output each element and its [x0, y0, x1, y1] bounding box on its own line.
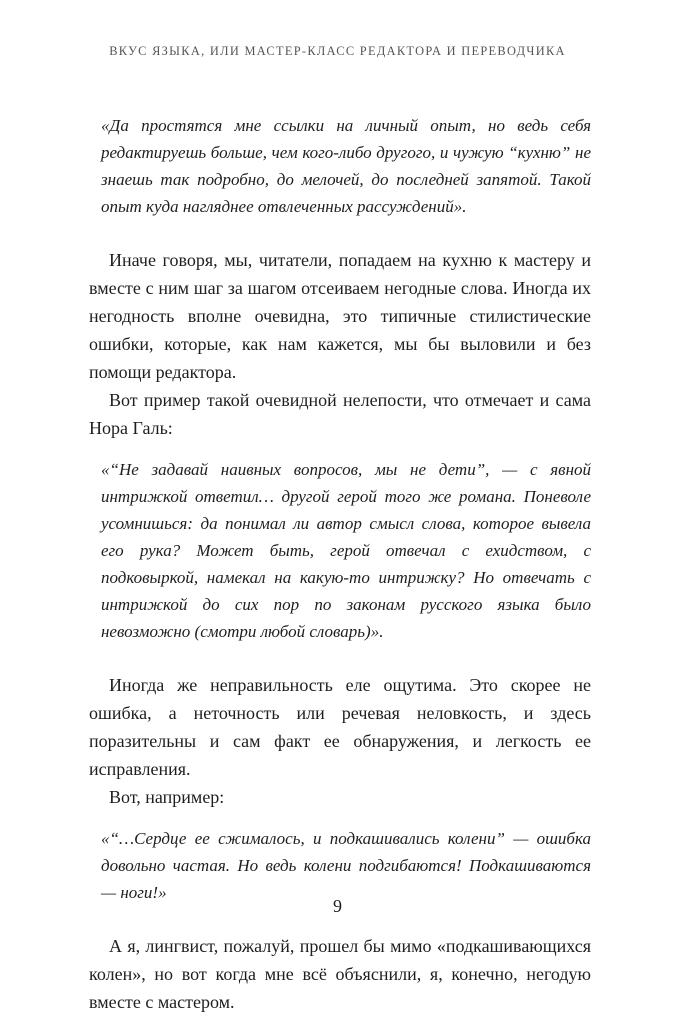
running-title: ВКУС ЯЗЫКА, ИЛИ МАСТЕР-КЛАСС РЕДАКТОРА И ПЕРЕВОДЧИКА [109, 44, 566, 58]
paragraph-1: Иначе говоря, мы, читатели, попадаем на кухню к мастеру и вместе с ним шаг за шагом отсеиваем негодные слова. Иногда их негодность вполне очевидна, это типичные стилистические ошибки, которые, как нам кажется, мы бы выловили и без помощи редактора. [89, 250, 591, 382]
quote-block-2: «“Не задавай наивных вопросов, мы не дети”, — с явной интрижкой ответил… другой герой того же романа. Поневоле усомнишься: да понимал ли автор смысл слова, которое вывела его рука? Может быть, герой отвечал с ехидством, с подковыркой, намекал на какую-то интрижку? Но отвечать с интрижкой до сих пор по законам русского языка было невозможно (смотри любой словарь)». [101, 460, 591, 641]
page-number: 9 [333, 896, 342, 916]
paragraph-spacer [89, 811, 591, 825]
quote-block-1: «Да простятся мне ссылки на личный опыт, но ведь себя редактируешь больше, чем кого-либо другого, и чужую “кухню” не знаешь так подробно, до мелочей, до последней запятой. Такой опыт куда нагляднее отвлеченных рассуждений». [101, 116, 591, 216]
paragraph-5: А я, лингвист, пожалуй, прошел бы мимо «подкашивающихся колен», но вот когда мне всё объяснили, я, конечно, негодую вместе с мастером. [89, 936, 591, 1012]
paragraph-spacer [89, 645, 591, 671]
paragraph-spacer [89, 442, 591, 456]
paragraph-2: Вот пример такой очевидной нелепости, что отмечает и сама Нора Галь: [89, 390, 591, 438]
paragraph-spacer [89, 220, 591, 246]
quote-block-3: «“…Сердце ее сжималось, и подкашивались колени” — ошибка довольно частая. Но ведь колени подгибаются! Подкашиваются — ноги!» [101, 829, 591, 902]
paragraph-4: Вот, например: [109, 787, 225, 807]
page-body [89, 112, 591, 1016]
paragraph-3: Иногда же неправильность еле ощутима. Это скорее не ошибка, а неточность или речевая неловкость, и здесь поразительны и сам факт ее обнаружения, и легкость ее исправления. [89, 675, 591, 779]
